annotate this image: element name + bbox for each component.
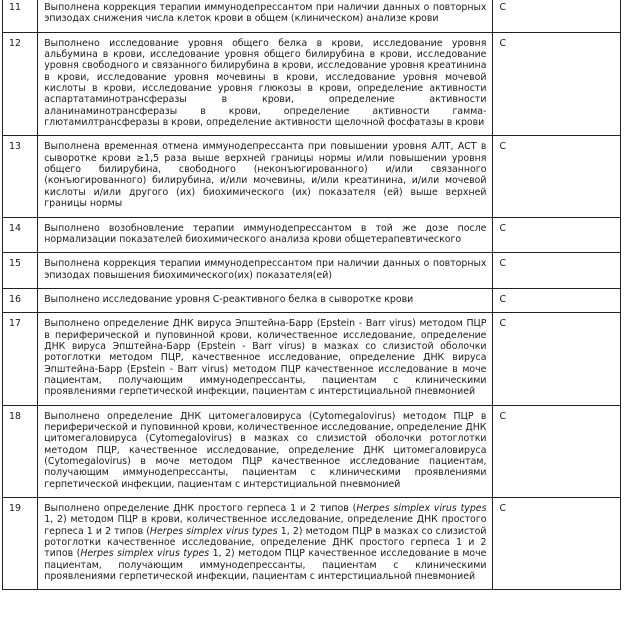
table-row	[3, 313, 621, 405]
criterion-text: Выполнено исследование уровня общего белка в крови, исследование уровня альбумина в крови, исследование уровня общего билирубина в крови, исследование уровня свободного и связанного билирубина в крови, исследование уровня креатинина в крови, исследование уровня мочевины в крови, исследование уровня мочевой кислоты в крови, исследование уровня глюкозы в крови, определение активности аспартатаминотрансферазы в крови, определение активности аланинаминотрансферазы в крови, определение активности гамма- глютамилтрансферазы в крови, определение активности щелочной фосфатазы в крови	[38, 32, 493, 136]
row-number: 11	[3, 0, 38, 32]
row-number: 14	[3, 217, 38, 253]
criterion-text: Выполнено определение ДНК цитомегаловируса (Cytomegalovirus) методом ПЦР в периферической и пуповинной крови, количественное исследование, определение ДНК цитомегаловируса (Cytomegalovirus) в мазках со слизистой оболочки ротоглотки методом ПЦР, качественное исследование, определение ДНК цитомегаловируса (Cytomegalovirus) в моче методом ПЦР качественное исследование пациентам, получающим иммунодепрессанты, пациентам с клиническими проявлениями герпетической инфекции, пациентам с интерстициальной пневмонией	[38, 405, 493, 497]
criterion-text: Выполнена временная отмена иммунодепрессанта при повышении уровня АЛТ, АСТ в сыворотке крови ≥1,5 раза выше верхней границы нормы и/или повышении уровня общего билирубина, свободного (неконъюгированного) и/или связанного (конъюгированного) билирубина, и/или мочевины, и/или креатинина, и/или мочевой кислоты и/или другого (их) биохимического (их) показателя (ей) выше верхней границы нормы	[38, 136, 493, 217]
row-number: 17	[3, 313, 38, 405]
text-segment-italic: Herpes simplex virus types	[356, 503, 487, 515]
criterion-text: Выполнено определение ДНК вируса Эпштейна-Барр (Epstein - Barr virus) методом ПЦР в периферической и пуповинной крови, количественное исследование, определение ДНК вируса Эпштейна-Барр (Epstein - Barr virus) в мазках со слизистой оболочки ротоглотки методом ПЦР, качественное исследование, определение ДНК вируса Эпштейна-Барр (Epstein - Barr virus) методом ПЦР качественное исследование в моче пациентам, получающим иммунодепрессанты, пациентам с клиническими проявлениями герпетической инфекции, пациентам с интерстициальной пневмонией	[38, 313, 493, 405]
evidence-level: С	[493, 288, 621, 312]
evidence-level: С	[493, 253, 621, 289]
row-number: 16	[3, 288, 38, 312]
evidence-level: С	[493, 498, 621, 590]
row-number: 15	[3, 253, 38, 289]
text-segment: 1, 2) методом ПЦР в крови, количественное исследование, определение ДНК простого герпеса 1 и 2 типов (	[44, 514, 487, 537]
evidence-level: С	[493, 313, 621, 405]
table-row	[3, 288, 621, 312]
table-row	[3, 405, 621, 497]
table-row	[3, 217, 621, 253]
text-segment-italic: Herpes simplex virus types	[149, 525, 278, 537]
evidence-level: С	[493, 217, 621, 253]
evidence-level: С	[493, 136, 621, 217]
criteria-table	[2, 0, 621, 590]
criterion-text: Выполнено возобновление терапии иммунодепрессантом в той же дозе после нормализации показателей биохимического анализа крови общетерапевтического	[38, 217, 493, 253]
row-number: 19	[3, 498, 38, 590]
row-number: 12	[3, 32, 38, 136]
table-row	[3, 253, 621, 289]
criterion-text: Выполнена коррекция терапии иммунодепрессантом при наличии данных о повторных эпизодах повышения биохимического(их) показателя(ей)	[38, 253, 493, 289]
table-row	[3, 32, 621, 136]
criterion-text: Выполнена коррекция терапии иммунодепрессантом при наличии данных о повторных эпизодах снижения числа клеток крови в общем (клиническом) анализе крови	[38, 0, 493, 32]
evidence-level: С	[493, 0, 621, 32]
row-number: 13	[3, 136, 38, 217]
criterion-text: Выполнено исследование уровня С-реактивного белка в сыворотке крови	[38, 288, 493, 312]
text-segment: 1, 2) методом ПЦР качественное исследование в моче пациентам, получающим иммунодепрессанты, пациентам с клиническими проявлениями герпетической инфекции, пациентам с интерстициальной пневмонией	[44, 548, 487, 583]
text-segment: 1, 2) методом ПЦР в мазках со слизистой ротоглотки качественное исследование, определение ДНК простого герпеса 1 и 2 типов (	[44, 525, 487, 560]
text-segment: Выполнено определение ДНК простого герпеса 1 и 2 типов (	[44, 503, 357, 515]
table-row	[3, 0, 621, 32]
evidence-level: С	[493, 405, 621, 497]
table-row	[3, 136, 621, 217]
text-segment-italic: Herpes simplex virus types	[80, 548, 210, 560]
row-number: 18	[3, 405, 38, 497]
evidence-level: С	[493, 32, 621, 136]
criterion-text	[38, 498, 493, 590]
table-row	[3, 498, 621, 590]
